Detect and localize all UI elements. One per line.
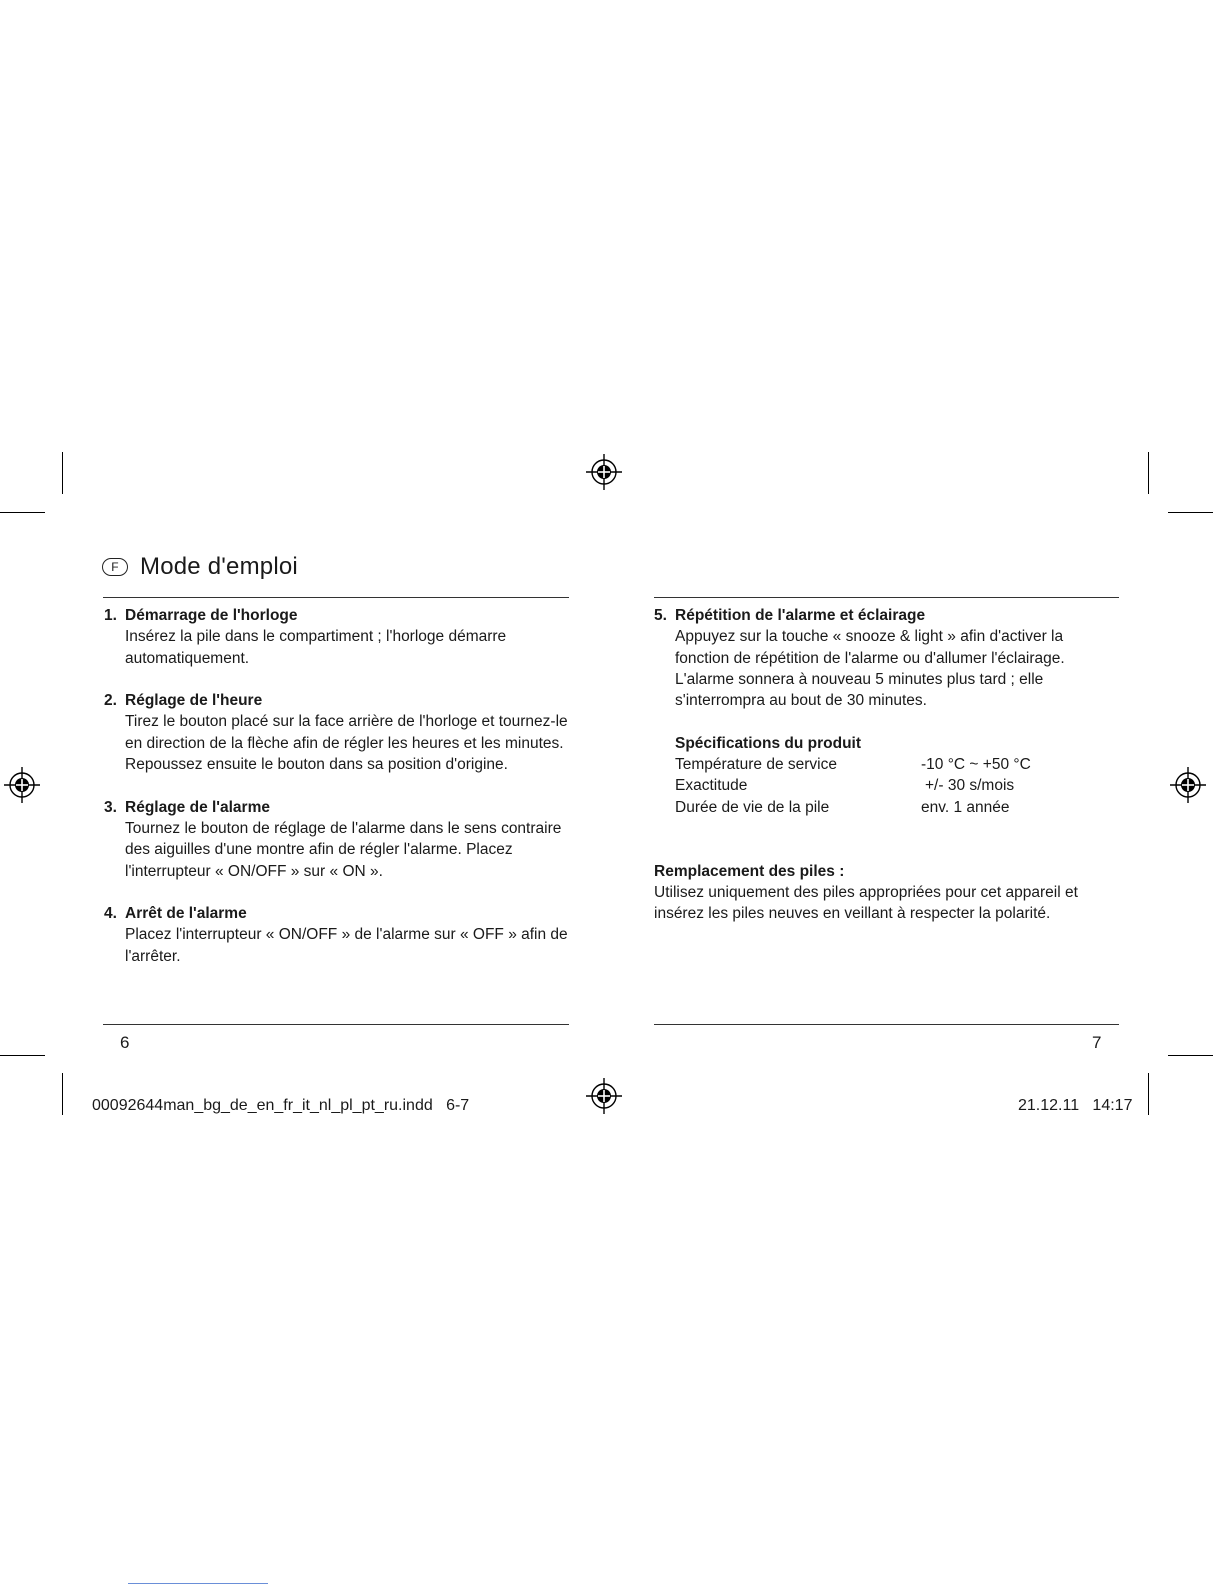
registration-mark-icon (585, 1077, 623, 1115)
instruction-item (104, 690, 569, 775)
crop-mark (1168, 1055, 1213, 1056)
top-rule-right (654, 597, 1119, 598)
spec-row (675, 754, 1119, 775)
item-number: 4. (104, 905, 117, 923)
crop-mark (1168, 512, 1213, 513)
registration-mark-icon (3, 766, 41, 804)
crop-mark (0, 512, 45, 513)
left-column (104, 605, 569, 988)
item-body: Appuyez sur la touche « snooze & light » afin d'activer la fonction de répétition de l'alarme ou d'allumer l'éclairage. L'alarme sonnera à nouveau 5 minutes plus tard ; elle s'interrompra au bout de 30 minutes. (675, 628, 1065, 710)
underline-artifact (128, 1583, 268, 1584)
item-title: Réglage de l'heure (125, 692, 263, 710)
battery-section (654, 861, 1119, 925)
right-column (654, 605, 1119, 924)
item-number: 5. (654, 607, 667, 624)
crop-mark (0, 1055, 45, 1056)
item-number: 2. (104, 692, 117, 710)
spec-label: Exactitude (675, 777, 748, 795)
instruction-item (104, 797, 569, 882)
spec-label: Température de service (675, 756, 837, 774)
slug-timestamp: 21.12.11 14:17 (1018, 1097, 1133, 1114)
item-title: Réglage de l'alarme (125, 798, 270, 816)
crop-mark (62, 1073, 63, 1115)
specifications (675, 733, 1119, 818)
instruction-item (104, 605, 569, 669)
crop-mark (1148, 452, 1149, 494)
spec-row (675, 775, 1119, 796)
item-title: Arrêt de l'alarme (125, 905, 247, 923)
crop-mark (62, 452, 63, 494)
language-badge: F (102, 558, 128, 576)
page-heading (102, 553, 298, 581)
item-body: Insérez la pile dans le compartiment ; l'horloge démarre automatiquement. (125, 628, 507, 667)
item-body: Tournez le bouton de réglage de l'alarme dans le sens contraire des aiguilles d'une montre afin de régler l'alarme. Placez l'interrupteur « ON/OFF » sur « ON ». (125, 819, 562, 880)
item-title: Démarrage de l'horloge (125, 607, 298, 624)
item-body: Tirez le bouton placé sur la face arrière de l'horloge et tournez-le en direction de la flèche afin de régler les heures et les minutes. Repoussez ensuite le bouton dans sa position d'origine. (125, 713, 568, 774)
battery-title: Remplacement des piles : (654, 862, 845, 880)
spec-value: env. 1 année (921, 798, 1010, 816)
spec-label: Durée de vie de la pile (675, 798, 830, 816)
bottom-rule-right (654, 1024, 1119, 1025)
top-rule-left (103, 597, 569, 598)
page-title: Mode d'emploi (140, 553, 298, 580)
spec-value: -10 °C ~ +50 °C (921, 756, 1031, 774)
slug-filename: 00092644man_bg_de_en_fr_it_nl_pl_pt_ru.indd 6-7 (92, 1097, 470, 1114)
bottom-rule-left (103, 1024, 569, 1025)
spec-value: +/- 30 s/mois (925, 777, 1015, 795)
battery-body: Utilisez uniquement des piles appropriées pour cet appareil et insérez les piles neuves en veillant à respecter la polarité. (654, 883, 1078, 923)
instruction-item (654, 605, 1119, 711)
item-title: Répétition de l'alarme et éclairage (675, 607, 926, 624)
crop-mark (1148, 1073, 1149, 1115)
registration-mark-icon (585, 453, 623, 491)
item-number: 3. (104, 798, 117, 816)
instruction-item (104, 903, 569, 967)
registration-mark-icon (1169, 766, 1207, 804)
spec-row (675, 797, 1119, 818)
item-body: Placez l'interrupteur « ON/OFF » de l'alarme sur « OFF » afin de l'arrêter. (125, 926, 568, 965)
item-number: 1. (104, 607, 117, 624)
page-number-right: 7 (1092, 1033, 1102, 1052)
page-number-left: 6 (120, 1033, 130, 1052)
specifications-title: Spécifications du produit (675, 734, 862, 752)
